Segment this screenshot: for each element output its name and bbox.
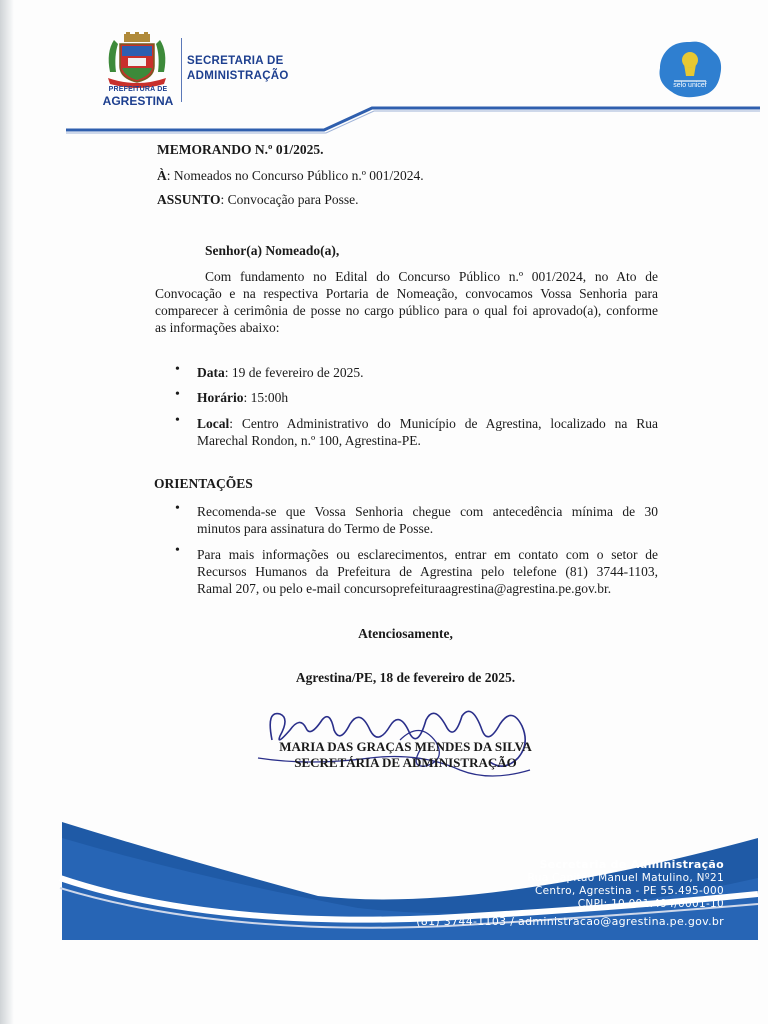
bullet-icon: • [175,501,180,516]
subject-label: ASSUNTO [157,192,221,207]
guideline-line: Ramal 207, ou pelo e-mail concursoprefeituraagrestina@agrestina.pe.gov.br. [197,581,612,596]
footer-city: Centro, Agrestina - PE 55.495-000 [535,885,724,897]
signer-name: MARIA DAS GRAÇAS MENDES DA SILVA [279,739,532,754]
guideline-line: Para mais informações ou esclarecimentos, entrar em contato com o setor de [197,547,658,562]
footer-street: Rua Capitão Manuel Matulino, Nº21 [527,872,724,884]
footer-contact: (81) 3744-1103 / administracao@agrestina.pe.gov.br [416,915,724,928]
coat-of-arms-icon [104,32,170,88]
memo-subject [157,191,359,209]
header-rule [60,100,760,136]
to-text: : Nomeados no Concurso Público n.º 001/2024. [166,168,424,183]
bullet-icon: • [175,362,180,377]
paragraph-line: Convocação e na respectiva Portaria de Nomeação, convocamos Vossa Senhoria para [155,286,658,301]
footer-cnpj: CNPJ: 10.091.494/0001-10 [577,898,724,910]
paragraph-line: Com fundamento no Edital do Concurso Público n.º 001/2024, no Ato de [205,269,658,284]
memo-number: MEMORANDO N.º 01/2025. [157,142,324,157]
footer-org: Secretaria de Administração [539,858,724,871]
logo-caption-big: AGRESTINA [102,94,174,108]
detail-location-cont: Marechal Rondon, n.º 100, Agrestina-PE. [197,433,421,448]
paragraph-line: comparecer à cerimônia de posse no cargo público para o qual foi aprovado(a), conforme [155,303,658,318]
guideline-line: Recomenda-se que Vossa Senhoria chegue com antecedência mínima de 30 [197,504,658,519]
bullet-icon: • [175,413,180,428]
to-label: À [157,168,167,183]
paragraph-line: as informações abaixo: [155,320,280,335]
department-line-2: ADMINISTRAÇÃO [187,70,289,82]
salutation: Senhor(a) Nomeado(a), [205,243,340,258]
subject-text: : Convocação para Posse. [220,192,359,207]
place-date: Agrestina/PE, 18 de fevereiro de 2025. [295,670,516,685]
memo-recipient [157,167,424,185]
detail-location: Local: Centro Administrativo do Município de Agrestina, localizado na Rua [197,416,658,431]
header-divider [181,38,182,102]
guidelines-title: ORIENTAÇÕES [154,476,253,491]
guideline-line: minutos para assinatura do Termo de Posse. [197,521,434,536]
department-line-1: SECRETARIA DE [187,55,284,67]
detail-date: Data: 19 de fevereiro de 2025. [197,365,364,380]
closing: Atenciosamente, [358,626,453,641]
badge-text: selo unicef [673,82,707,89]
scan-edge-shadow [0,0,14,1024]
bullet-icon: • [175,543,180,558]
logo-caption-small: PREFEITURA DE [108,86,168,93]
unicef-seal-icon [656,40,724,98]
bullet-icon: • [175,387,180,402]
signer-role: SECRETÁRIA DE ADMINISTRAÇÃO [294,755,517,770]
detail-time: Horário: 15:00h [197,390,289,405]
guideline-line: Recursos Humanos da Prefeitura de Agrestina pelo telefone (81) 3744-1103, [197,564,658,579]
